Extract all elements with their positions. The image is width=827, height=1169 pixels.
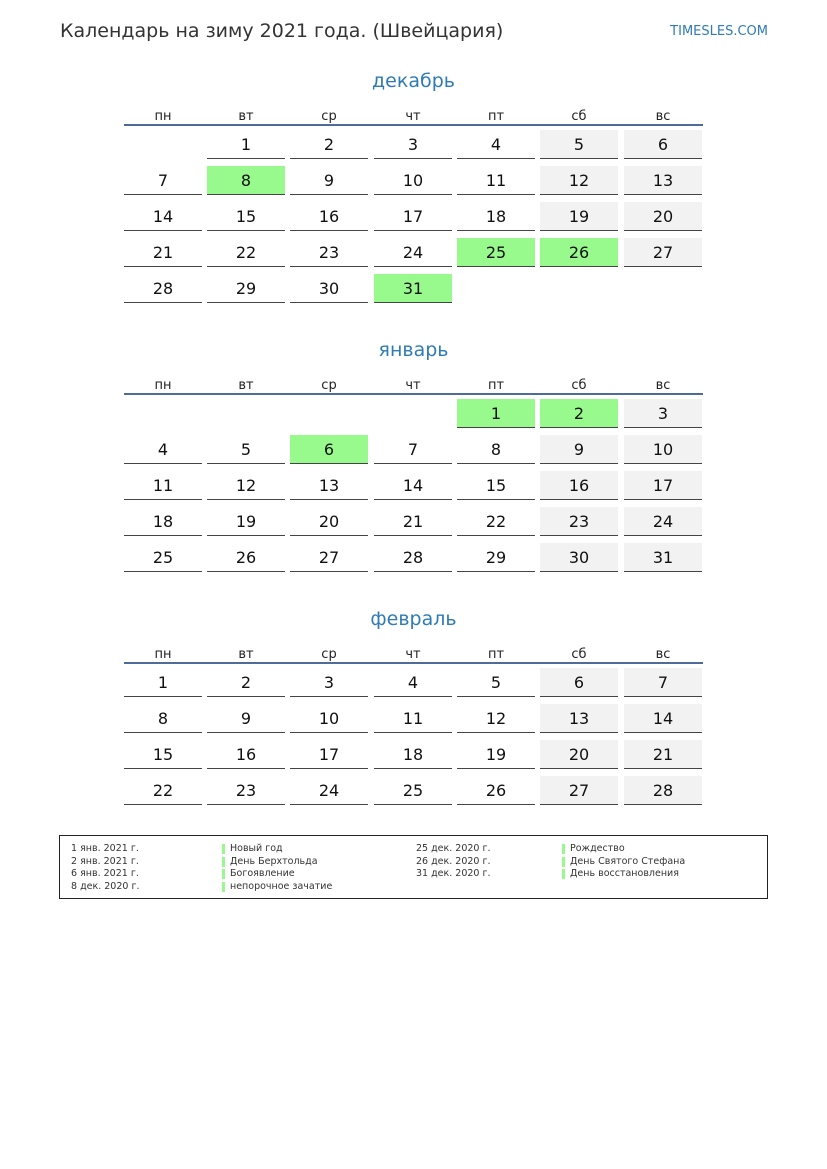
weekend-day-cell: 30: [540, 543, 618, 572]
weekend-day-cell: 6: [540, 668, 618, 697]
day-cell: 11: [124, 471, 202, 500]
day-cell: 21: [374, 507, 452, 536]
day-cell: 25: [124, 543, 202, 572]
weekend-day-cell: 20: [624, 202, 702, 231]
legend-date: 25 дек. 2020 г.: [416, 843, 491, 854]
day-cell: 18: [374, 740, 452, 769]
day-cell: 9: [207, 704, 285, 733]
legend-date: 1 янв. 2021 г.: [71, 843, 139, 854]
day-cell: 28: [124, 274, 202, 303]
legend-color-marker: [562, 844, 565, 854]
day-cell: 10: [374, 166, 452, 195]
month-title: январь: [378, 339, 449, 361]
weekend-day-cell: 13: [624, 166, 702, 195]
header-divider: [124, 124, 703, 126]
legend-holiday-name: Рождество: [570, 843, 625, 854]
day-cell: 1: [124, 668, 202, 697]
header-divider: [124, 393, 703, 395]
weekday-label: сб: [571, 647, 587, 662]
weekday-header: [124, 378, 703, 394]
day-cell: 25: [374, 776, 452, 805]
weekday-label: сб: [571, 378, 587, 393]
weekend-day-cell: 7: [624, 668, 702, 697]
day-cell: 12: [207, 471, 285, 500]
weekday-label: пт: [487, 109, 505, 124]
brand-link[interactable]: TIMESLES.COM: [670, 24, 768, 39]
day-cell: 8: [124, 704, 202, 733]
weekend-day-cell: 19: [540, 202, 618, 231]
day-cell: 10: [290, 704, 368, 733]
day-cell: 9: [290, 166, 368, 195]
legend-holiday-name: Богоявление: [230, 868, 295, 879]
day-cell: 5: [207, 435, 285, 464]
day-cell: 1: [207, 130, 285, 159]
weekday-label: ср: [321, 378, 337, 393]
day-cell: 19: [457, 740, 535, 769]
day-cell: 16: [207, 740, 285, 769]
holiday-day-cell: 1: [457, 399, 535, 428]
weekend-day-cell: 3: [624, 399, 702, 428]
day-cell: 14: [124, 202, 202, 231]
day-cell: 22: [124, 776, 202, 805]
weekend-day-cell: 5: [540, 130, 618, 159]
legend-holiday-name: День восстановления: [570, 868, 679, 879]
weekday-label: вт: [238, 647, 254, 662]
day-cell: 4: [457, 130, 535, 159]
day-cell: 20: [290, 507, 368, 536]
weekend-day-cell: 21: [624, 740, 702, 769]
legend-holiday-name: Новый год: [230, 843, 283, 854]
legend-color-marker: [222, 882, 225, 892]
day-cell: 24: [374, 238, 452, 267]
weekend-day-cell: 31: [624, 543, 702, 572]
weekday-label: пн: [154, 109, 172, 124]
legend-date: 6 янв. 2021 г.: [71, 868, 139, 879]
header-divider: [124, 662, 703, 664]
weekend-day-cell: 10: [624, 435, 702, 464]
legend-color-marker: [562, 869, 565, 879]
weekend-day-cell: 28: [624, 776, 702, 805]
day-cell: 19: [207, 507, 285, 536]
day-cell: 12: [457, 704, 535, 733]
weekday-label: пт: [487, 378, 505, 393]
day-cell: 8: [457, 435, 535, 464]
day-cell: 30: [290, 274, 368, 303]
legend-holiday-name: День Берхтольда: [230, 855, 318, 867]
day-cell: 18: [457, 202, 535, 231]
weekend-day-cell: 17: [624, 471, 702, 500]
day-cell: 2: [207, 668, 285, 697]
month-block: [124, 70, 703, 340]
day-cell: 11: [374, 704, 452, 733]
legend-color-marker: [222, 857, 225, 867]
holiday-day-cell: 26: [540, 238, 618, 267]
holiday-legend: [59, 835, 768, 899]
weekday-label: ср: [321, 109, 337, 124]
day-cell: 3: [374, 130, 452, 159]
weekday-label: чт: [405, 647, 421, 662]
day-cell: 7: [374, 435, 452, 464]
holiday-day-cell: 25: [457, 238, 535, 267]
weekday-label: вт: [238, 378, 254, 393]
day-cell: 2: [290, 130, 368, 159]
weekday-header: [124, 109, 703, 125]
holiday-day-cell: 31: [374, 274, 452, 303]
legend-color-marker: [222, 869, 225, 879]
weekend-day-cell: 16: [540, 471, 618, 500]
weekend-day-cell: 14: [624, 704, 702, 733]
weekend-day-cell: 24: [624, 507, 702, 536]
holiday-day-cell: 2: [540, 399, 618, 428]
day-cell: 27: [290, 543, 368, 572]
holiday-day-cell: 6: [290, 435, 368, 464]
page-title: Календарь на зиму 2021 года. (Швейцария): [60, 20, 504, 42]
day-cell: 22: [457, 507, 535, 536]
day-cell: 4: [374, 668, 452, 697]
weekday-label: чт: [405, 378, 421, 393]
day-cell: 26: [457, 776, 535, 805]
weekday-label: вс: [655, 647, 671, 662]
legend-holiday-name: непорочное зачатие: [230, 880, 333, 892]
day-cell: 15: [124, 740, 202, 769]
page-header: [60, 20, 768, 44]
weekday-label: сб: [571, 109, 587, 124]
weekday-label: пн: [154, 647, 172, 662]
legend-date: 2 янв. 2021 г.: [71, 855, 139, 867]
legend-date: 31 дек. 2020 г.: [416, 868, 491, 879]
day-cell: 3: [290, 668, 368, 697]
day-cell: 17: [290, 740, 368, 769]
weekend-day-cell: 23: [540, 507, 618, 536]
legend-holiday-name: День Святого Стефана: [570, 855, 686, 867]
weekday-label: пт: [487, 647, 505, 662]
weekday-label: пн: [154, 378, 172, 393]
day-cell: 13: [290, 471, 368, 500]
weekend-day-cell: 27: [624, 238, 702, 267]
day-cell: 17: [374, 202, 452, 231]
weekday-header: [124, 647, 703, 663]
weekend-day-cell: 13: [540, 704, 618, 733]
holiday-day-cell: 8: [207, 166, 285, 195]
day-cell: 18: [124, 507, 202, 536]
weekend-day-cell: 6: [624, 130, 702, 159]
day-cell: 14: [374, 471, 452, 500]
day-cell: 23: [290, 238, 368, 267]
day-cell: 29: [457, 543, 535, 572]
day-cell: 22: [207, 238, 285, 267]
day-cell: 24: [290, 776, 368, 805]
day-cell: 5: [457, 668, 535, 697]
weekend-day-cell: 9: [540, 435, 618, 464]
day-cell: 16: [290, 202, 368, 231]
weekday-label: чт: [405, 109, 421, 124]
day-cell: 4: [124, 435, 202, 464]
weekday-label: ср: [321, 647, 337, 662]
legend-date: 26 дек. 2020 г.: [416, 855, 491, 867]
day-cell: 28: [374, 543, 452, 572]
weekday-label: вс: [655, 378, 671, 393]
legend-color-marker: [222, 844, 225, 854]
day-cell: 7: [124, 166, 202, 195]
day-cell: 21: [124, 238, 202, 267]
day-cell: 15: [207, 202, 285, 231]
weekend-day-cell: 27: [540, 776, 618, 805]
weekday-label: вт: [238, 109, 254, 124]
month-title: февраль: [370, 608, 457, 630]
month-block: [124, 339, 703, 609]
weekday-label: вс: [655, 109, 671, 124]
day-cell: 23: [207, 776, 285, 805]
legend-color-marker: [562, 857, 565, 867]
day-cell: 29: [207, 274, 285, 303]
month-title: декабрь: [372, 70, 455, 92]
day-cell: 11: [457, 166, 535, 195]
day-cell: 26: [207, 543, 285, 572]
day-cell: 15: [457, 471, 535, 500]
weekend-day-cell: 20: [540, 740, 618, 769]
weekend-day-cell: 12: [540, 166, 618, 195]
legend-date: 8 дек. 2020 г.: [71, 880, 140, 892]
